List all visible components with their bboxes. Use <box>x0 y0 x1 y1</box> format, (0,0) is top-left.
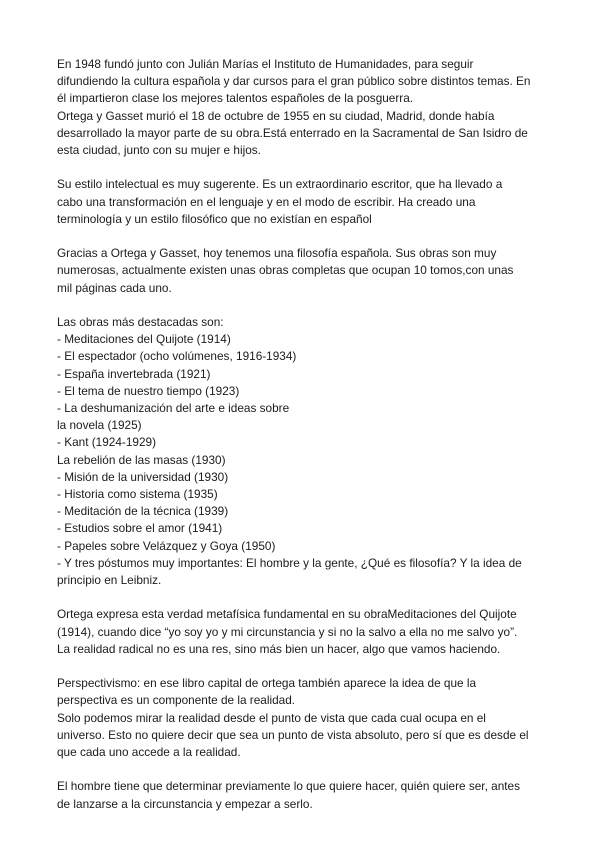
list-item: - Meditación de la técnica (1939) <box>57 504 229 519</box>
text-line: numerosas, actualmente existen unas obras completas que ocupan 10 tomos,con unas <box>57 263 514 278</box>
text-line: mil páginas cada uno. <box>57 280 172 295</box>
list-item: principio en Leibniz. <box>57 573 162 588</box>
text-line: Ortega y Gasset murió el 18 de octubre de 1955 en su ciudad, Madrid, donde había <box>57 108 495 123</box>
text-line: Ortega expresa esta verdad metafísica fundamental en su obraMeditaciones del Quijote <box>57 607 517 622</box>
list-item: - El tema de nuestro tiempo (1923) <box>57 383 240 398</box>
list-item: - Kant (1924-1929) <box>57 435 157 450</box>
text-line: que cada uno accede a la realidad. <box>57 745 241 760</box>
text-line: difundiendo la cultura española y dar cursos para el gran público sobre distintos temas. En <box>57 74 531 89</box>
list-item: - La deshumanización del arte e ideas sobre <box>57 401 290 416</box>
paragraph-obras-destacadas <box>57 314 547 589</box>
list-item: - Meditaciones del Quijote (1914) <box>57 332 231 347</box>
text-line: En 1948 fundó junto con Julián Marías el Instituto de Humanidades, para seguir <box>57 57 474 71</box>
list-item: - Historia como sistema (1935) <box>57 487 218 502</box>
list-item: - Papeles sobre Velázquez y Goya (1950) <box>57 538 276 553</box>
list-item: - Estudios sobre el amor (1941) <box>57 521 223 536</box>
list-item: - Misión de la universidad (1930) <box>57 469 229 484</box>
paragraph-hombre-circunstancia <box>57 778 547 812</box>
text-line: Gracias a Ortega y Gasset, hoy tenemos una filosofía española. Sus obras son muy <box>57 246 497 261</box>
list-item: - El espectador (ocho volúmenes, 1916-1934) <box>57 349 297 364</box>
text-line: de lanzarse a la circunstancia y empezar a serlo. <box>57 796 313 811</box>
paragraph-perspectivismo <box>57 675 547 761</box>
paragraph-filosofia-espanola <box>57 245 547 297</box>
text-line: él impartieron clase los mejores talentos españoles de la posguerra. <box>57 91 414 106</box>
text-line: universo. Esto no quiere decir que sea un punto de vista absoluto, pero sí que es desde el <box>57 727 529 742</box>
text-line: terminología y un estilo filosófico que no existían en español <box>57 211 372 226</box>
list-item: - Y tres póstumos muy importantes: El hombre y la gente, ¿Qué es filosofía? Y la idea de <box>57 555 522 570</box>
list-item: La rebelión de las masas (1930) <box>57 452 226 467</box>
text-line: (1914), cuando dice “yo soy yo y mi circunstancia y si no la salvo a ella no me salvo yo”. <box>57 624 518 639</box>
list-item: la novela (1925) <box>57 418 142 433</box>
text-line: desarrollado la mayor parte de su obra.Está enterrado en la Sacramental de San Isidro de <box>57 125 528 140</box>
text-line: perspectiva es un componente de la realidad. <box>57 693 296 708</box>
document-page <box>57 56 547 830</box>
text-line: La realidad radical no es una res, sino más bien un hacer, algo que vamos haciendo. <box>57 641 501 656</box>
text-line: Solo podemos mirar la realidad desde el punto de vista que cada cual ocupa en el <box>57 710 486 725</box>
text-line: Su estilo intelectual es muy sugerente. Es un extraordinario escritor, que ha llevado a <box>57 177 503 192</box>
text-line: Perspectivismo: en ese libro capital de ortega también aparece la idea de que la <box>57 676 477 691</box>
list-heading: Las obras más destacadas son: <box>57 315 224 329</box>
list-item: - España invertebrada (1921) <box>57 366 211 381</box>
paragraph-instituto-humanidades <box>57 56 547 159</box>
text-line: El hombre tiene que determinar previamente lo que quiere hacer, quién quiere ser, antes <box>57 779 520 794</box>
text-line: cabo una transformación en el lenguaje y en el modo de escribir. Ha creado una <box>57 194 476 209</box>
paragraph-meditaciones-quijote <box>57 606 547 658</box>
paragraph-estilo-intelectual <box>57 176 547 228</box>
text-line: esta ciudad, junto con su mujer e hijos. <box>57 143 261 158</box>
